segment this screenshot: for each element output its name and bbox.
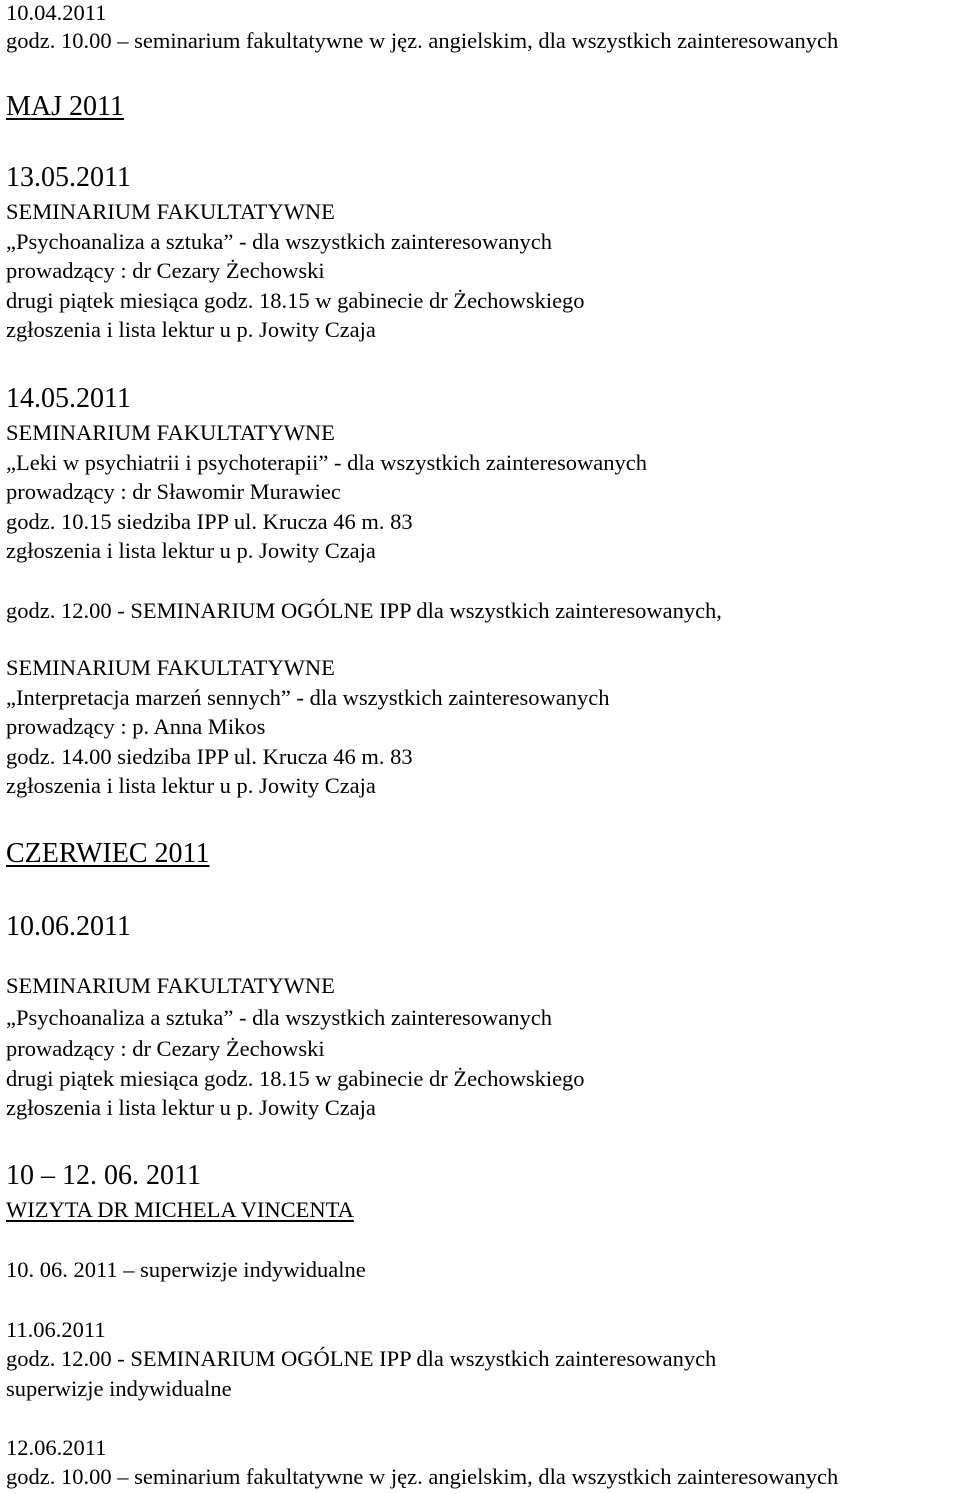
date-line: 10.04.2011: [6, 0, 107, 25]
visit-title: WIZYTA DR MICHELA VINCENTA: [6, 1197, 354, 1222]
seminar-leader: prowadzący : dr Cezary Żechowski: [6, 258, 325, 283]
general-seminar: godz. 12.00 - SEMINARIUM OGÓLNE IPP dla wszystkich zainteresowanych: [6, 1346, 717, 1371]
date-line: 11.06.2011: [6, 1317, 106, 1342]
month-heading: MAJ 2011: [6, 91, 124, 122]
seminar-type: SEMINARIUM FAKULTATYWNE: [6, 420, 335, 445]
date-heading: 10.06.2011: [6, 911, 131, 942]
seminar-type: SEMINARIUM FAKULTATYWNE: [6, 199, 335, 224]
seminar-time: drugi piątek miesiąca godz. 18.15 w gabinecie dr Żechowskiego: [6, 1066, 585, 1091]
seminar-leader: prowadzący : dr Sławomir Murawiec: [6, 479, 341, 504]
registration-info: zgłoszenia i lista lektur u p. Jowity Czaja: [6, 1095, 376, 1120]
date-line: 12.06.2011: [6, 1435, 107, 1460]
seminar-time: godz. 10.15 siedziba IPP ul. Krucza 46 m. 83: [6, 509, 413, 534]
seminar-time: godz. 14.00 siedziba IPP ul. Krucza 46 m. 83: [6, 744, 413, 769]
month-heading: CZERWIEC 2011: [6, 838, 210, 869]
seminar-title: „Psychoanaliza a sztuka” - dla wszystkich zainteresowanych: [6, 1005, 553, 1030]
registration-info: zgłoszenia i lista lektur u p. Jowity Czaja: [6, 317, 376, 342]
registration-info: zgłoszenia i lista lektur u p. Jowity Czaja: [6, 538, 376, 563]
date-heading: 13.05.2011: [6, 162, 131, 193]
registration-info: zgłoszenia i lista lektur u p. Jowity Czaja: [6, 773, 376, 798]
seminar-type: SEMINARIUM FAKULTATYWNE: [6, 655, 335, 680]
date-heading: 14.05.2011: [6, 383, 131, 414]
seminar-time: drugi piątek miesiąca godz. 18.15 w gabinecie dr Żechowskiego: [6, 288, 585, 313]
seminar-leader: prowadzący : dr Cezary Żechowski: [6, 1036, 325, 1061]
seminar-title: „Interpretacja marzeń sennych” - dla wszystkich zainteresowanych: [6, 685, 610, 710]
seminar-leader: prowadzący : p. Anna Mikos: [6, 714, 266, 739]
event-line: 10. 06. 2011 – superwizje indywidualne: [6, 1257, 366, 1282]
seminar-title: „Psychoanaliza a sztuka” - dla wszystkich zainteresowanych: [6, 229, 553, 254]
general-seminar: godz. 12.00 - SEMINARIUM OGÓLNE IPP dla wszystkich zainteresowanych,: [6, 598, 722, 623]
event-line: godz. 10.00 – seminarium fakultatywne w jęz. angielskim, dla wszystkich zainteresowanych: [6, 1464, 839, 1489]
event-line: superwizje indywidualne: [6, 1376, 232, 1401]
seminar-title: „Leki w psychiatrii i psychoterapii” - dla wszystkich zainteresowanych: [6, 450, 648, 475]
event-line: godz. 10.00 – seminarium fakultatywne w jęz. angielskim, dla wszystkich zainteresowanych: [6, 28, 839, 53]
date-heading: 10 – 12. 06. 2011: [6, 1160, 201, 1191]
seminar-type: SEMINARIUM FAKULTATYWNE: [6, 973, 335, 998]
